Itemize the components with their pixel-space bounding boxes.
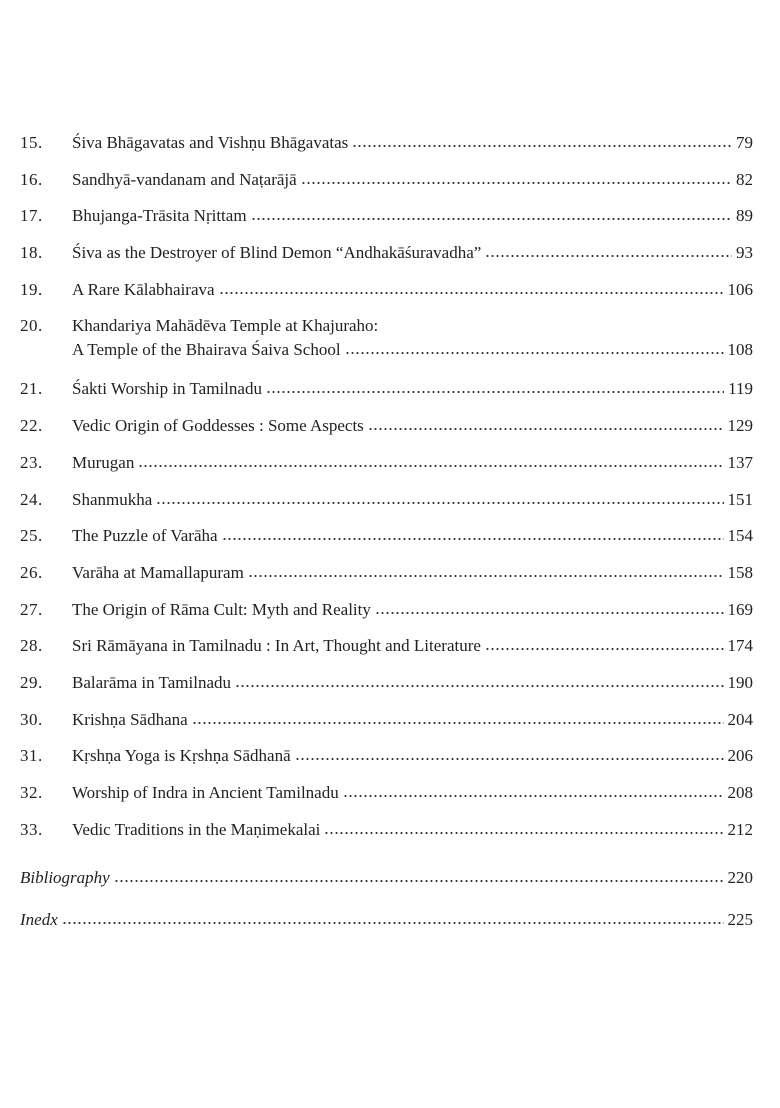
toc-entry-body	[72, 671, 753, 695]
toc-title-line	[72, 744, 753, 768]
chapter-title: Sandhyā-vandanam and Naṭarājā	[72, 169, 297, 189]
chapter-title: Vedic Origin of Goddesses : Some Aspects	[72, 416, 364, 436]
chapter-number: 18.	[20, 243, 43, 263]
chapter-title: Śiva Bhāgavatas and Vishṇu Bhāgavatas	[72, 133, 349, 152]
page-number: 158	[727, 562, 753, 582]
toc-entry-body	[72, 241, 753, 265]
toc-title-line	[72, 488, 753, 512]
toc-title-line	[72, 708, 753, 732]
chapter-title: Varāha at Mamallapuram	[72, 562, 244, 582]
chapter-number: 32.	[20, 783, 43, 802]
page-number: 212	[727, 819, 753, 839]
chapter-number: 15.	[20, 133, 43, 152]
leader-dots	[345, 351, 724, 355]
chapter-title: A Rare Kālabhairava	[72, 279, 215, 299]
chapter-number: 16.	[20, 169, 43, 189]
toc-entry-body	[72, 781, 753, 805]
toc-entry-body	[72, 708, 753, 732]
toc-title-line	[72, 671, 753, 695]
leader-dots	[62, 921, 724, 925]
toc-entry	[20, 241, 753, 278]
toc-title-line	[72, 204, 753, 228]
toc-entry	[20, 708, 753, 745]
leader-dots	[295, 757, 724, 761]
leader-dots	[324, 831, 723, 835]
chapter-title-line1: Khandariya Mahādēva Temple at Khajuraho:	[72, 316, 379, 336]
toc-title-line	[20, 908, 753, 932]
page-number: 82	[736, 169, 753, 189]
chapter-title: Murugan	[72, 452, 135, 472]
toc-entry	[20, 561, 753, 598]
toc-title-line	[72, 524, 753, 548]
page-number: 206	[727, 746, 753, 766]
chapter-number: 26.	[20, 562, 43, 582]
chapter-number: 25.	[20, 526, 43, 546]
chapter-title: The Puzzle of Varāha	[72, 526, 218, 546]
page-number: 108	[727, 340, 753, 360]
leader-dots	[235, 684, 723, 688]
page-number: 79	[736, 133, 753, 152]
page-number: 225	[727, 910, 753, 930]
toc-entry	[20, 744, 753, 781]
chapter-title: The Origin of Rāma Cult: Myth and Reality	[72, 599, 371, 619]
page-number: 220	[727, 868, 753, 888]
leader-dots	[222, 537, 724, 541]
page-number: 106	[727, 279, 753, 299]
toc-title-line	[72, 168, 753, 192]
page-number: 154	[727, 526, 753, 546]
toc-entry-body	[72, 561, 753, 585]
chapter-title: A Temple of the Bhairava Śaiva School	[72, 340, 341, 360]
leader-dots	[156, 501, 723, 505]
chapter-title: Bhujanga-Trāsita Nṛittam	[72, 206, 247, 226]
chapter-number: 23.	[20, 452, 43, 472]
page-number: 174	[727, 636, 753, 656]
chapter-title: Śiva as the Destroyer of Blind Demon “Andhakāśuravadha”	[72, 243, 482, 263]
leader-dots	[352, 144, 732, 148]
page-number: 169	[727, 599, 753, 619]
toc-entry	[20, 168, 753, 205]
page-number: 93	[736, 243, 753, 263]
chapter-number: 33.	[20, 819, 43, 839]
toc-title-line	[72, 241, 753, 265]
toc-entry	[20, 204, 753, 241]
leader-dots	[368, 427, 724, 431]
toc-entry-body	[72, 131, 753, 155]
chapter-title: Sri Rāmāyana in Tamilnadu : In Art, Thought and Literature	[72, 636, 481, 656]
page-number: 137	[727, 452, 753, 472]
page-number: 119	[728, 379, 753, 399]
chapter-title: Krishṇa Sādhana	[72, 709, 188, 729]
toc-entry-body	[72, 314, 753, 362]
leader-dots	[343, 794, 724, 798]
toc-title-line	[72, 314, 753, 338]
toc-entry	[20, 278, 753, 315]
toc-entry-body	[72, 818, 753, 842]
leader-dots	[251, 217, 732, 221]
toc-entry	[20, 488, 753, 525]
toc-entry	[20, 451, 753, 488]
toc-entry	[20, 314, 753, 377]
toc-entry-body	[72, 204, 753, 228]
page-number: 129	[727, 416, 753, 436]
page-number: 190	[727, 672, 753, 692]
leader-dots	[248, 574, 724, 578]
chapter-title: Worship of Indra in Ancient Tamilnadu	[72, 783, 339, 802]
toc-title-line	[72, 598, 753, 622]
toc-entry	[20, 634, 753, 671]
toc-entry	[20, 781, 753, 818]
toc-entry-body	[72, 488, 753, 512]
toc-title-line	[72, 634, 753, 658]
leader-dots	[114, 879, 724, 883]
toc-entry-body	[72, 598, 753, 622]
leader-dots	[375, 611, 724, 615]
toc-entry-body	[72, 278, 753, 302]
toc-entry-body	[72, 524, 753, 548]
chapter-title: Balarāma in Tamilnadu	[72, 672, 232, 692]
toc-entry-body	[72, 377, 753, 401]
section-title: Inedx	[20, 910, 58, 930]
chapter-title: Vedic Traditions in the Maṇimekalai	[72, 819, 321, 839]
toc-entry	[20, 524, 753, 561]
chapter-number: 22.	[20, 416, 43, 436]
toc-entry	[20, 414, 753, 451]
toc-entry	[20, 908, 753, 950]
toc-title-line	[72, 561, 753, 585]
chapter-title: Kṛshṇa Yoga is Kṛshṇa Sādhanā	[72, 746, 291, 766]
toc-entry	[20, 598, 753, 635]
toc-title-line	[72, 278, 753, 302]
toc-entry	[20, 818, 753, 855]
toc-entry	[20, 377, 753, 414]
toc-title-line	[20, 866, 753, 890]
chapter-number: 28.	[20, 636, 43, 656]
leader-dots	[485, 254, 732, 258]
toc-entry	[20, 671, 753, 708]
toc-title-line	[72, 451, 753, 475]
toc-title-line	[72, 781, 753, 805]
chapter-number: 24.	[20, 489, 43, 509]
page-number: 208	[727, 783, 753, 802]
chapter-title: Shanmukha	[72, 489, 153, 509]
toc-entry-body	[72, 744, 753, 768]
toc-entry-body	[72, 451, 753, 475]
leader-dots	[138, 464, 723, 468]
toc-entry	[20, 131, 753, 168]
leader-dots	[192, 721, 724, 725]
toc-title-line	[72, 414, 753, 438]
leader-dots	[219, 291, 724, 295]
chapter-number: 21.	[20, 379, 43, 399]
page-number: 151	[727, 489, 753, 509]
chapter-number: 17.	[20, 206, 43, 226]
toc-entry-body	[72, 634, 753, 658]
chapter-number: 29.	[20, 672, 43, 692]
chapter-number: 31.	[20, 746, 43, 766]
toc-entry-body	[72, 168, 753, 192]
back-matter	[20, 866, 753, 950]
toc-entry	[20, 866, 753, 908]
chapter-number: 19.	[20, 279, 43, 299]
toc-title-line	[72, 131, 753, 155]
leader-dots	[485, 647, 724, 651]
leader-dots	[266, 390, 724, 394]
page-number: 204	[727, 709, 753, 729]
toc-title-line	[72, 377, 753, 401]
chapter-number: 30.	[20, 709, 43, 729]
chapter-title: Śakti Worship in Tamilnadu	[72, 379, 262, 399]
toc-title-line	[72, 338, 753, 362]
chapter-number: 20.	[20, 316, 43, 336]
toc-title-line	[72, 818, 753, 842]
toc-entry-body	[72, 414, 753, 438]
chapter-number: 27.	[20, 599, 43, 619]
leader-dots	[301, 181, 732, 185]
page-number: 89	[736, 206, 753, 226]
section-title: Bibliography	[20, 868, 110, 888]
table-of-contents	[20, 131, 753, 950]
